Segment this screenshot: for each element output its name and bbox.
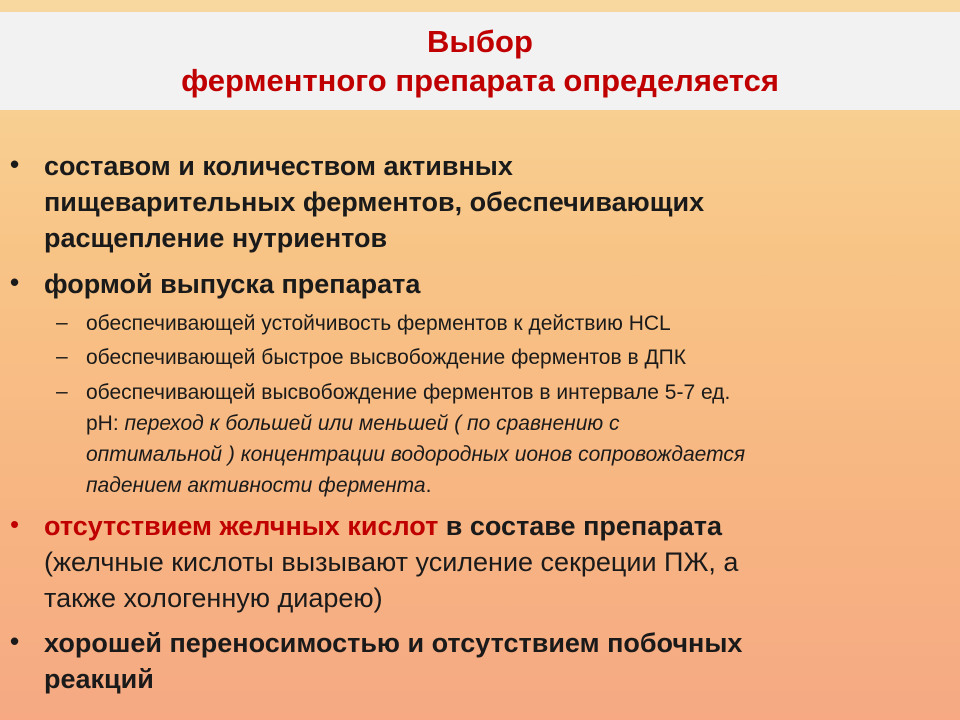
bullet-line: (желчные кислоты вызывают усиление секреции ПЖ, а [44, 547, 739, 577]
bullet-icon: • [10, 149, 20, 179]
bullet-bold-text: в составе препарата [438, 511, 722, 541]
subitem-hcl-resistance [56, 308, 886, 339]
subitem-text-plain: рН: [86, 412, 125, 435]
bullet-item-tolerability [10, 625, 924, 697]
dash-icon: – [56, 345, 68, 368]
subitem-text-italic: падением активности фермента [86, 474, 426, 497]
bullet-red-text: отсутствием желчных кислот [44, 511, 439, 541]
bullet-line: формой выпуска препарата [44, 269, 421, 299]
subitem-text-line-2 [86, 408, 886, 439]
title-line-2: ферментного препарата определяется [181, 63, 779, 98]
subitem-text-end: . [425, 474, 432, 497]
dash-icon: – [56, 311, 68, 334]
bullet-line: реакций [44, 664, 154, 694]
bullet-icon: • [10, 626, 20, 656]
bullet-item-bile-acids [10, 508, 924, 616]
subitem-text-italic: оптимальной ) концентрации водородных ионов сопровождается [86, 443, 746, 466]
subitem-text: обеспечивающей устойчивость ферментов к действию НCL [86, 312, 671, 335]
bullet-icon: • [10, 509, 20, 539]
bullet-line: расщепление нутриентов [44, 223, 388, 253]
bullet-line: пищеварительных ферментов, обеспечивающих [44, 187, 705, 217]
bullet-line: также хологенную диарею) [44, 583, 383, 613]
subitem-fast-release [56, 342, 886, 373]
subitem-text: обеспечивающей высвобождение ферментов в интервале 5-7 ед. [86, 381, 731, 404]
bullet-item-composition [10, 148, 924, 256]
subitem-text-italic: переход к большей или меньшей ( по сравнению с [124, 412, 620, 435]
bullet-item-form [10, 266, 924, 302]
dash-icon: – [56, 380, 68, 403]
bullet-line: составом и количеством активных [44, 151, 513, 181]
bullet-icon: • [10, 267, 20, 297]
title-line-1: Выбор [427, 24, 533, 59]
bullet-line: хорошей переносимостью и отсутствием побочных [44, 628, 743, 658]
subitem-text: обеспечивающей быстрое высвобождение ферментов в ДПК [86, 346, 687, 369]
subitem-ph-release [56, 377, 886, 501]
subitem-text-line-4 [86, 470, 886, 501]
bullet-line-1 [44, 508, 924, 544]
